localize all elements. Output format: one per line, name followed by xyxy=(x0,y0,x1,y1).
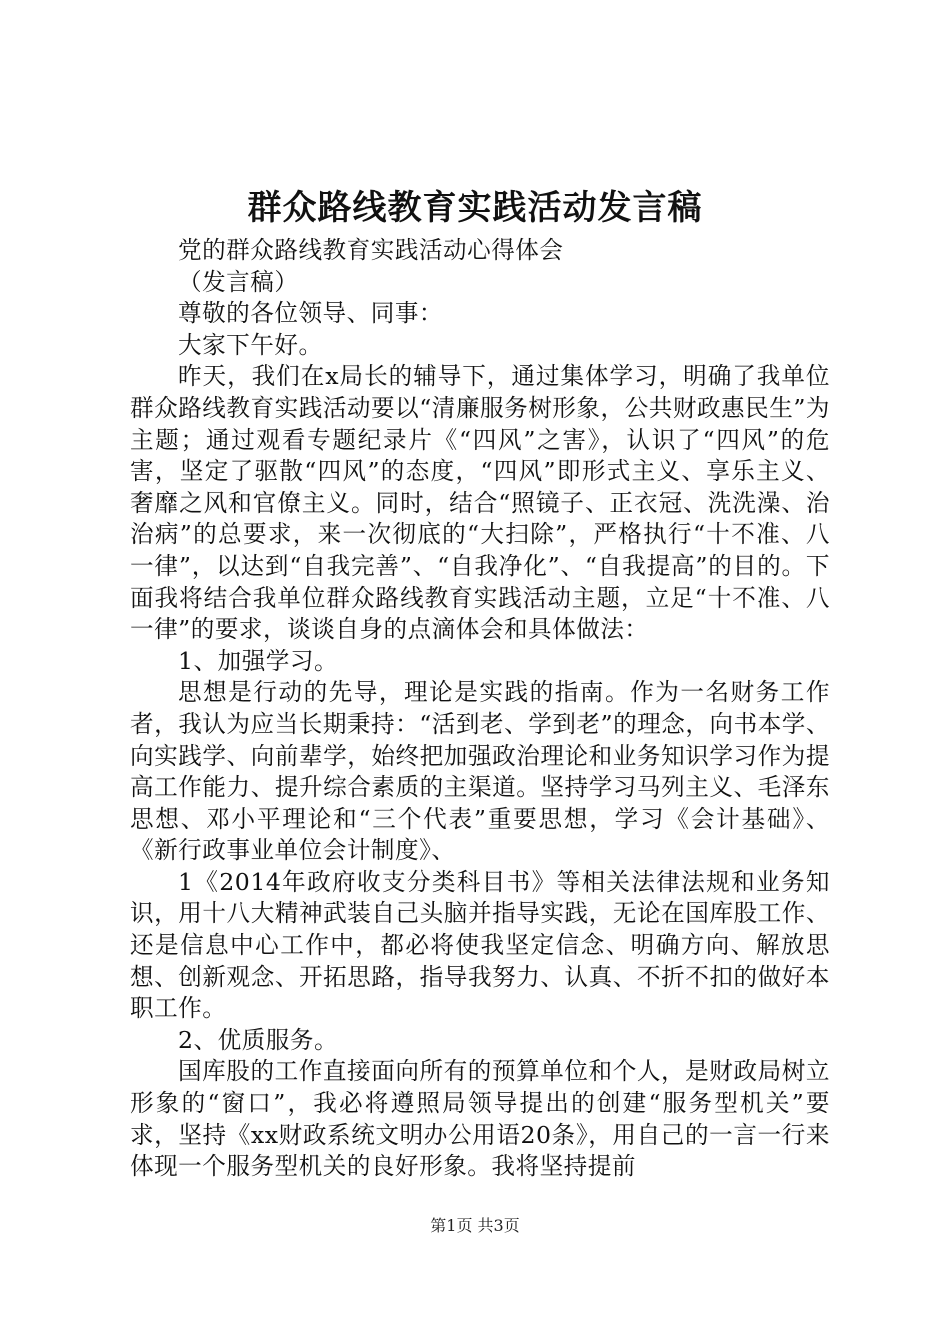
study-paragraph-continued: 1《2014年政府收支分类科目书》等相关法律法规和业务知识，用十八大精神武装自己头脑并指导实践，无论在国库股工作、还是信息中心工作中，都必将使我坚定信念、明确方向、解放思想、创新观念、开拓思路，指导我努力、认真、不折不扣的做好本职工作。 xyxy=(130,867,830,1023)
section-heading-study: 1、加强学习。 xyxy=(178,646,339,675)
document-title: 群众路线教育实践活动发言稿 xyxy=(247,188,703,228)
page-footer: 第1页 共3页 xyxy=(430,1216,520,1235)
study-paragraph: 思想是行动的先导，理论是实践的指南。作为一名财务工作者，我认为应当长期秉持：“活到老、学到老”的理念，向书本学、向实践学、向前辈学，始终把加强政治理论和业务知识学习作为提高工作能力、提升综合素质的主渠道。坚持学习马列主义、毛泽东思想、邓小平理论和“三个代表”重要思想，学习《会计基础》、《新行政事业单位会计制度》、 xyxy=(130,678,830,865)
document-body xyxy=(130,235,830,1183)
subtitle-note: （发言稿） xyxy=(178,267,299,296)
salutation: 尊敬的各位领导、同事： xyxy=(178,299,444,328)
service-paragraph: 国库股的工作直接面向所有的预算单位和个人，是财政局树立形象的“窗口”，我必将遵照局领导提出的创建“服务型机关”要求，坚持《xx财政系统文明办公用语20条》，用自己的一言一行来体现一个服务型机关的良好形象。我将坚持提前 xyxy=(130,1057,830,1181)
greeting: 大家下午好。 xyxy=(178,330,323,359)
section-heading-service: 2、优质服务。 xyxy=(178,1025,339,1054)
intro-paragraph: 昨天，我们在x局长的辅导下，通过集体学习，明确了我单位群众路线教育实践活动要以“清廉服务树形象，公共财政惠民生”为主题；通过观看专题纪录片《“四风”之害》，认识了“四风”的危害，坚定了驱散“四风”的态度，“四风”即形式主义、享乐主义、奢靡之风和官僚主义。同时，结合“照镜子、正衣冠、洗洗澡、治治病”的总要求，来一次彻底的“大扫除”，严格执行“十不准、八一律”，以达到“自我完善”、“自我净化”、“自我提高”的目的。下面我将结合我单位群众路线教育实践活动主题，立足“十不准、八一律”的要求，谈谈自身的点滴体会和具体做法： xyxy=(130,362,830,644)
subtitle-line: 党的群众路线教育实践活动心得体会 xyxy=(178,236,564,264)
